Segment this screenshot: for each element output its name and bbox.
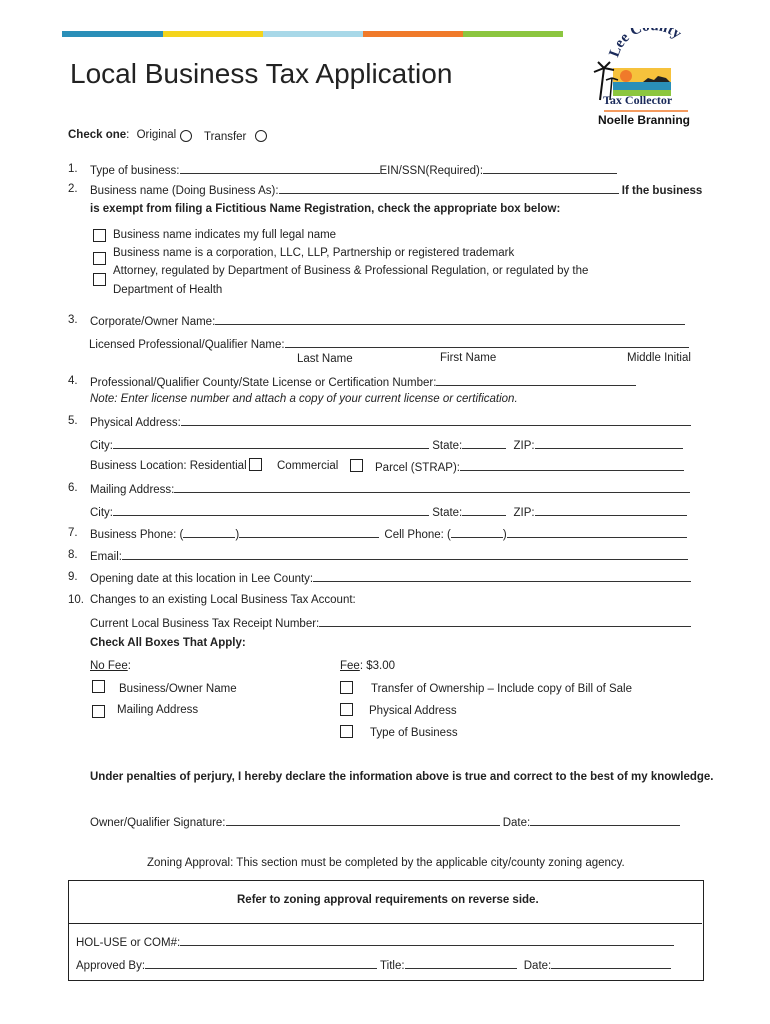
hol-field[interactable] <box>180 935 674 946</box>
check-one-label: Check one <box>68 129 127 141</box>
original-label: Original <box>136 129 177 141</box>
color-bar-1 <box>62 31 163 37</box>
no-fee-heading: No Fee: <box>90 660 131 672</box>
city-row-2 <box>90 505 687 519</box>
mailing-address-label: Mailing Address <box>117 704 199 716</box>
item-number-3: 3. <box>68 314 78 326</box>
item-number-10: 10. <box>68 594 84 606</box>
opening-label: Opening date at this location in Lee County: <box>90 573 314 585</box>
business-owner-name-label: Business/Owner Name <box>119 683 237 695</box>
prof-row <box>90 375 636 389</box>
color-bar-3 <box>263 31 363 37</box>
opening-field[interactable] <box>313 571 691 582</box>
business-name-label: Business name (Doing Business As): <box>90 185 279 197</box>
cell-phone-field[interactable] <box>507 527 687 538</box>
perjury-statement: Under penalties of perjury, I hereby declare the information above is true and correct to the best of my knowledge. <box>90 771 714 783</box>
cell-phone-paren: ) <box>502 529 507 541</box>
zip-field-1[interactable] <box>535 438 683 449</box>
corporate-field[interactable] <box>215 314 685 325</box>
mailing-address-checkbox[interactable] <box>92 705 105 718</box>
license-note: Note: Enter license number and attach a copy of your current license or certification. <box>90 393 518 405</box>
zip-label-2: ZIP: <box>513 507 535 519</box>
svg-text:Tax Collector: Tax Collector <box>603 93 673 107</box>
approved-row <box>76 958 671 972</box>
corporation-label: Business name is a corporation, LLC, LLP, Partnership or registered trademark <box>113 247 515 259</box>
item-number-1: 1. <box>68 163 78 175</box>
zoning-refer: Refer to zoning approval requirements on reverse side. <box>237 894 539 906</box>
email-label: Email: <box>90 551 122 563</box>
fee-heading: Fee: $3.00 <box>340 660 395 672</box>
physical-address-checkbox[interactable] <box>340 703 353 716</box>
logo-name: Noelle Branning <box>598 113 691 127</box>
middle-initial-label: Middle Initial <box>627 352 691 364</box>
type-business-row <box>90 163 617 177</box>
item-number-5: 5. <box>68 415 78 427</box>
approved-field[interactable] <box>145 958 377 969</box>
signature-row <box>90 815 680 829</box>
zoning-title-field[interactable] <box>405 958 517 969</box>
color-bar-2 <box>163 31 263 37</box>
state-label-1: State: <box>432 440 463 452</box>
physical-row <box>90 415 691 429</box>
exempt-text: is exempt from filing a Fictitious Name Registration, check the appropriate box below: <box>90 203 561 215</box>
business-phone-field[interactable] <box>239 527 379 538</box>
full-legal-name-label: Business name indicates my full legal name <box>113 229 337 241</box>
prof-field[interactable] <box>436 375 636 386</box>
zoning-note: Zoning Approval: This section must be completed by the applicable city/county zoning agency. <box>147 857 625 869</box>
svg-text:Lee County: Lee C ty <box>606 28 685 60</box>
ein-label: EIN/SSN(Required): <box>379 165 484 177</box>
item-number-2: 2. <box>68 183 78 195</box>
type-of-business-checkbox[interactable] <box>340 725 353 738</box>
zoning-divider <box>68 923 702 924</box>
business-name-field[interactable] <box>279 183 619 194</box>
zoning-date-field[interactable] <box>551 958 671 969</box>
mailing-label: Mailing Address: <box>90 484 175 496</box>
signature-field[interactable] <box>226 815 500 826</box>
business-owner-name-checkbox[interactable] <box>92 680 105 693</box>
parcel-row <box>375 460 684 474</box>
zip-label-1: ZIP: <box>513 440 535 452</box>
item-number-7: 7. <box>68 527 78 539</box>
transfer-ownership-checkbox[interactable] <box>340 681 353 694</box>
check-one-colon: : <box>126 129 130 141</box>
item-number-6: 6. <box>68 482 78 494</box>
mailing-row <box>90 482 690 496</box>
business-phone-label: Business Phone: ( <box>90 529 184 541</box>
state-field-1[interactable] <box>462 438 506 449</box>
city-label-2: City: <box>90 507 113 519</box>
attorney-label-1: Attorney, regulated by Department of Business & Professional Regulation, or regulated by the <box>113 265 589 277</box>
ein-field[interactable] <box>483 163 617 174</box>
item-number-8: 8. <box>68 549 78 561</box>
last-name-label: Last Name <box>297 353 353 365</box>
hol-label: HOL-USE or COM#: <box>76 937 181 949</box>
city-field-1[interactable] <box>113 438 429 449</box>
item-number-4: 4. <box>68 375 78 387</box>
attorney-checkbox[interactable] <box>93 273 106 286</box>
physical-field[interactable] <box>181 415 691 426</box>
signature-date-field[interactable] <box>530 815 680 826</box>
first-name-label: First Name <box>440 352 497 364</box>
if-business-text: If the business <box>621 185 703 197</box>
transfer-label: Transfer <box>204 131 247 143</box>
business-name-row <box>90 183 702 197</box>
transfer-radio[interactable] <box>255 130 267 142</box>
licensed-field[interactable] <box>285 337 689 348</box>
approved-label: Approved By: <box>76 960 146 972</box>
business-phone-paren: ) <box>235 529 240 541</box>
signature-label: Owner/Qualifier Signature: <box>90 817 226 829</box>
licensed-row <box>89 337 689 351</box>
zip-field-2[interactable] <box>535 505 687 516</box>
corporate-row <box>90 314 685 328</box>
signature-date-label: Date: <box>502 817 531 829</box>
receipt-label: Current Local Business Tax Receipt Number: <box>90 618 320 630</box>
physical-label: Physical Address: <box>90 417 181 429</box>
commercial-checkbox[interactable] <box>350 459 363 472</box>
item-number-9: 9. <box>68 571 78 583</box>
zoning-title-label: Title: <box>380 960 405 972</box>
page-title: Local Business Tax Application <box>70 58 453 89</box>
residential-checkbox[interactable] <box>249 458 262 471</box>
type-business-label: Type of business: <box>90 165 180 177</box>
receipt-row <box>90 616 691 630</box>
mailing-field[interactable] <box>174 482 690 493</box>
state-field-2[interactable] <box>462 505 506 516</box>
city-label-1: City: <box>90 440 113 452</box>
business-phone-area[interactable] <box>183 527 235 538</box>
licensed-label: Licensed Professional/Qualifier Name: <box>89 339 285 351</box>
corporation-checkbox[interactable] <box>93 252 106 265</box>
phone-row <box>90 527 687 541</box>
parcel-field[interactable] <box>460 460 684 471</box>
city-row-1 <box>90 438 683 452</box>
cell-phone-label: Cell Phone: ( <box>384 529 451 541</box>
full-legal-name-checkbox[interactable] <box>93 229 106 242</box>
zoning-date-label: Date: <box>523 960 552 972</box>
city-field-2[interactable] <box>113 505 429 516</box>
changes-label: Changes to an existing Local Business Tax Account: <box>90 594 356 606</box>
hol-row <box>76 935 674 949</box>
opening-row <box>90 571 691 585</box>
check-one-row <box>68 129 176 141</box>
cell-phone-area[interactable] <box>451 527 503 538</box>
commercial-label: Commercial <box>277 460 339 472</box>
prof-label: Professional/Qualifier County/State License or Certification Number: <box>90 377 437 389</box>
original-radio[interactable] <box>180 130 192 142</box>
email-field[interactable] <box>122 549 688 560</box>
state-label-2: State: <box>432 507 463 519</box>
type-business-field[interactable] <box>180 163 380 174</box>
business-location-label: Business Location: Residential <box>90 460 247 472</box>
attorney-label-2: Department of Health <box>113 284 223 296</box>
type-of-business-label: Type of Business <box>370 727 458 739</box>
receipt-field[interactable] <box>319 616 691 627</box>
check-all-label: Check All Boxes That Apply: <box>90 637 246 649</box>
parcel-label: Parcel (STRAP): <box>375 462 460 474</box>
transfer-ownership-label: Transfer of Ownership – Include copy of Bill of Sale <box>371 683 633 695</box>
color-bar-5 <box>463 31 563 37</box>
email-row <box>90 549 688 563</box>
physical-address-label: Physical Address <box>369 705 457 717</box>
color-bar-4 <box>363 31 463 37</box>
corporate-label: Corporate/Owner Name: <box>90 316 216 328</box>
